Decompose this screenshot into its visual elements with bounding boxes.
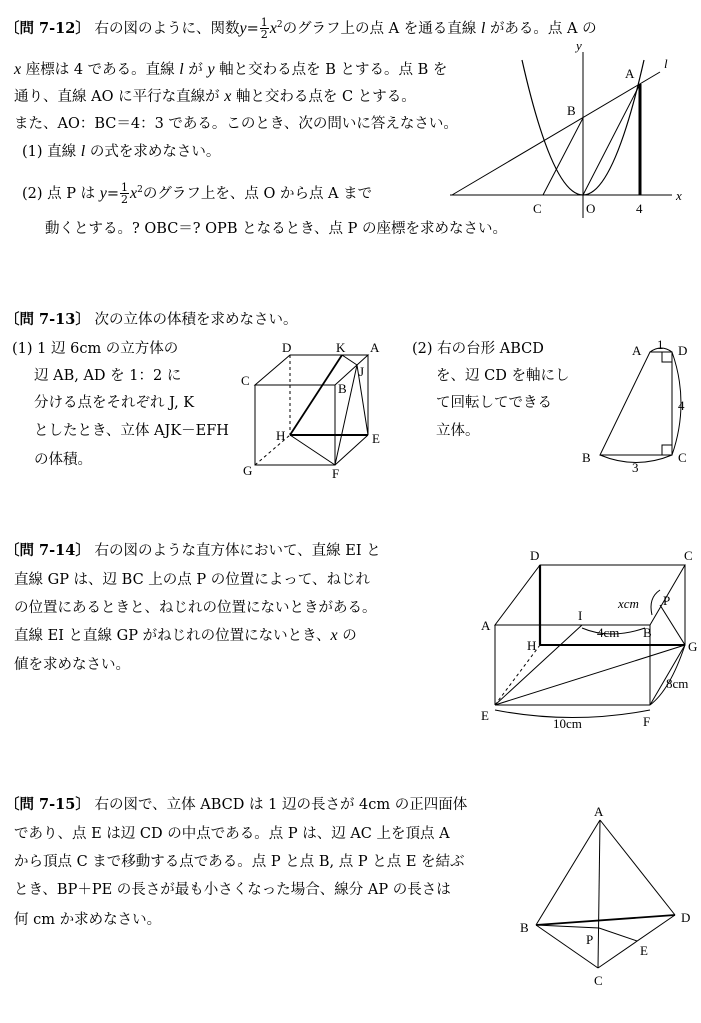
p715-header: 〔問 7-15〕 [5, 796, 90, 813]
p712-l2c: 軸と交わる点を B とする。点 B を [219, 62, 448, 78]
edge-KJ [342, 355, 357, 365]
edge-EG [495, 645, 685, 705]
box-D: D [530, 548, 540, 563]
math-y: y [99, 184, 107, 202]
math-sup: 2 [137, 185, 143, 195]
p714-box-figure [495, 565, 685, 718]
tetra-A: A [594, 804, 604, 819]
p712-q1b: の式を求めなさい。 [89, 144, 221, 160]
p712-l1a: 右の図のように、関数 [94, 20, 240, 37]
p712-l3b: 軸と交わる点を C とする。 [235, 89, 416, 105]
p714-l1: 右の図のような直方体において、直線 EI と [94, 543, 381, 559]
trap-len-1: 1 [657, 337, 664, 352]
math-eq: = [246, 20, 259, 37]
label-y: y [576, 38, 582, 53]
trap-len-3: 3 [632, 460, 639, 475]
tetra-E: E [640, 943, 648, 958]
p712-l2a: 座標は 4 である。直線 [25, 62, 175, 78]
box-top [495, 565, 685, 625]
p712-q1a: (1) 直線 [22, 144, 77, 160]
math-y: y [239, 19, 247, 37]
frac-den: 2 [121, 193, 128, 207]
tetra-P: P [586, 932, 594, 947]
p712-q2b: のグラフ上を、点 O から点 A まで [142, 185, 373, 202]
line-BP [536, 925, 599, 928]
edge-JF [335, 365, 357, 465]
cube-K: K [336, 340, 346, 355]
line-EI [495, 625, 582, 705]
p712-l2b: が [188, 62, 203, 78]
math-eq: = [106, 185, 119, 202]
cube-H: H [276, 428, 286, 443]
trap-A: A [632, 343, 642, 358]
line-l [452, 72, 660, 195]
box-F: F [643, 714, 651, 729]
box-A: A [481, 618, 491, 633]
edge-HK [290, 355, 342, 435]
tetra-B: B [520, 920, 529, 935]
trap-B: B [582, 450, 591, 465]
label-x: x [676, 188, 682, 203]
box-xcm: xcm [618, 596, 639, 611]
p715-l1: 右の図で、立体 ABCD は 1 辺の長さが 4cm の正四面体 [94, 797, 468, 813]
math-x: x [330, 627, 338, 644]
trapezoid [600, 352, 672, 455]
trap-D: D [678, 343, 688, 358]
p712-figure [450, 52, 672, 218]
cube-B: B [338, 381, 347, 396]
p714-header: 〔問 7-14〕 [5, 542, 90, 559]
trap-len-4: 4 [678, 398, 685, 413]
math-x: x [14, 61, 22, 78]
edge-BD [536, 915, 675, 925]
p713-q2a: (2) 右の台形 ABCD [412, 341, 544, 357]
p713-intro: 次の立体の体積を求めなさい。 [94, 312, 298, 328]
label-C: C [533, 201, 542, 216]
p713-cube-figure [255, 355, 368, 465]
p713-q1a: (1) 1 辺 6cm の立方体の [12, 341, 179, 357]
math-l: l [179, 61, 184, 78]
math-x: x [224, 88, 232, 105]
p713-trapezoid-figure [600, 348, 681, 463]
p714-l2: 直線 GP は、辺 BC 上の点 P の位置によって、ねじれ [14, 572, 370, 588]
cube-E: E [372, 431, 380, 446]
p713-q2c: て回転してできる [436, 395, 552, 411]
box-E: E [481, 708, 489, 723]
box-G: G [688, 639, 698, 654]
p714-l4: 直線 EI と直線 GP がねじれの位置にないとき、 [14, 628, 331, 644]
p715-l2: であり、点 E は辺 CD の中点である。点 P は、辺 AC 上を頂点 A [14, 826, 450, 842]
math-x: x [130, 184, 138, 202]
p714-l3: の位置にあるときと、ねじれの位置にないときがある。 [14, 600, 377, 616]
math-sup: 2 [276, 20, 283, 30]
cube-top [255, 355, 368, 385]
p712-line4: また、AO：BC＝4：3 である。このとき、次の問いに答えなさい。 [14, 116, 458, 132]
p712-header: 〔問 7-12〕 [5, 19, 90, 37]
frac-num: 1 [121, 181, 128, 195]
cube-C: C [241, 373, 250, 388]
cube-front [255, 385, 335, 465]
label-B: B [567, 103, 576, 118]
p713-q1d: としたとき、立体 AJK－EFH [34, 423, 229, 439]
frac-den: 2 [260, 28, 268, 42]
p713-q1e: の体積。 [34, 452, 92, 468]
p713-q1c: 分ける点をそれぞれ J, K [34, 395, 195, 411]
p712-l3: 通り、直線 AO に平行な直線が [14, 89, 220, 105]
box-I: I [578, 608, 583, 623]
box-B: B [643, 625, 652, 640]
p712-l1b: のグラフ上の点 A を通る直線 [282, 20, 477, 37]
cube-D: D [282, 340, 292, 355]
p714-l4b: の [342, 628, 357, 644]
box-8cm: 8cm [666, 676, 689, 691]
p715-l4: とき、BP＋PE の長さが最も小さくなった場合、線分 AP の長さは [14, 882, 451, 898]
tetra-C: C [594, 973, 603, 988]
cube-G: G [243, 463, 253, 478]
p713-q1b: 辺 AB, AD を 1：2 に [34, 368, 182, 384]
p712-q2c: 動くとする。? OBC＝? OPB となるとき、点 P の座標を求めなさい。 [45, 221, 507, 237]
trap-C: C [678, 450, 687, 465]
label-O: O [586, 201, 596, 216]
cube-J: J [359, 364, 365, 379]
p713-q2b: を、辺 CD を軸にし [436, 368, 570, 384]
box-10cm: 10cm [553, 716, 582, 731]
p715-l5: 何 cm か求めなさい。 [14, 912, 162, 928]
box-4cm: 4cm [597, 625, 620, 640]
p713-header: 〔問 7-13〕 [5, 311, 90, 328]
p715-l3: から頂点 C まで移動する点である。点 P と点 B, 点 P と点 E を結ぶ [14, 854, 465, 870]
p713-q2d: 立体。 [436, 423, 480, 439]
math-y: y [207, 61, 215, 78]
p714-l5: 値を求めなさい。 [14, 657, 130, 673]
frac-num: 1 [260, 16, 268, 30]
math-x: x [269, 19, 277, 37]
math-l: l [80, 143, 86, 160]
line-GP [660, 605, 685, 645]
p712-l1c: がある。点 A の [489, 20, 597, 37]
p712-q2a: (2) 点 P は [22, 185, 96, 202]
box-P: P [663, 593, 671, 608]
line-PE [599, 928, 637, 941]
box-C: C [684, 548, 693, 563]
label-A: A [625, 66, 635, 81]
label-4: 4 [636, 201, 643, 216]
cube-F: F [332, 466, 340, 481]
math-l: l [480, 19, 486, 37]
label-l: l [664, 56, 668, 71]
cube-A: A [370, 340, 380, 355]
p715-tetra-figure [536, 820, 675, 968]
tetra-D: D [681, 910, 691, 925]
box-H: H [527, 638, 537, 653]
